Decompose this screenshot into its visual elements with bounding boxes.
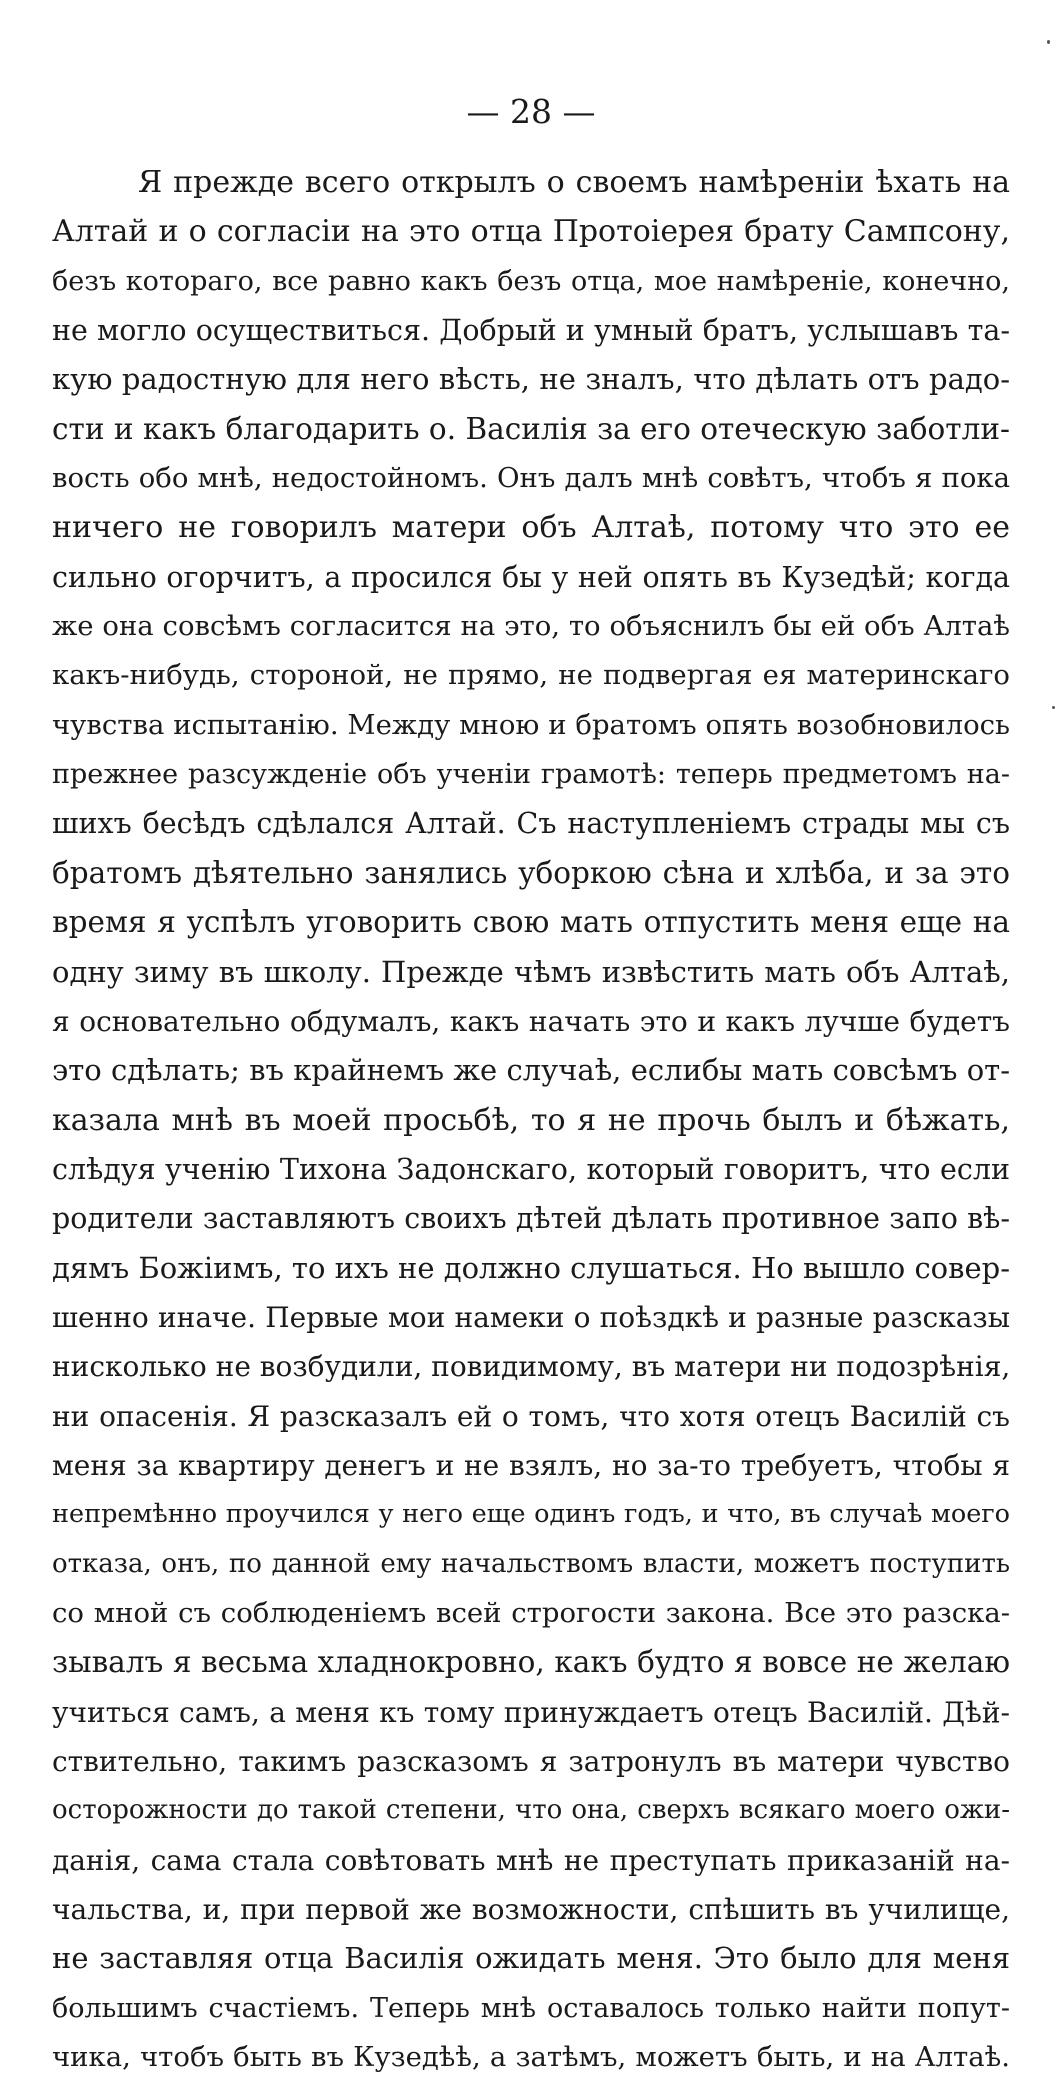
text-line: не могло осуществиться. Добрый и умный братъ, услышавъ та- (52, 314, 1010, 348)
text-line: же она совсѣмъ согласится на это, то объяснилъ бы ей объ Алтаѣ (52, 610, 1010, 643)
text-line: ни опасенія. Я разсказалъ ей о томъ, что хотя отецъ Василій съ (52, 1399, 1010, 1433)
text-line: осторожности до такой степени, что она, сверхъ всякаго моего ожи- (52, 1795, 1010, 1826)
print-speck (1047, 40, 1050, 44)
text-line: шихъ бесѣдъ сдѣлался Алтай. Съ наступленіемъ страды мы съ (52, 807, 1010, 841)
body-text (52, 158, 1010, 2082)
text-line: Алтай и о согласіи на это отца Протоіерея брату Сампсону, (52, 214, 1010, 250)
text-line: родители заставляютъ своихъ дѣтей дѣлать противное запо вѣ- (52, 1202, 1010, 1236)
print-speck (1052, 706, 1055, 709)
text-line: не заставляя отца Василія ожидать меня. Это было для меня (52, 1941, 1010, 1976)
text-line: данія, сама стала совѣтовать мнѣ не преступать приказаній на- (52, 1843, 1010, 1877)
text-line: со мной съ соблюденіемъ всей строгости закона. Все это разска- (52, 1596, 1010, 1629)
text-line: шенно иначе. Первые мои намеки о поѣздкѣ и разные разсказы (52, 1300, 1010, 1334)
text-line: чальства, и, при первой же возможности, спѣшить въ училище, (52, 1893, 1010, 1927)
text-line: дямъ Божіимъ, то ихъ не должно слушаться. Но вышло совер- (52, 1250, 1010, 1285)
text-line: какъ-нибудь, стороной, не прямо, не подвергая ея материнскаго (52, 659, 1010, 692)
text-line: безъ котораго, все равно какъ безъ отца, мое намѣреніе, конечно, (52, 265, 1010, 297)
text-line: ствительно, такимъ разсказомъ я затронулъ въ матери чувство (52, 1745, 1010, 1778)
text-line: отказа, онъ, по данной ему начальствомъ власти, можетъ поступить (52, 1548, 1010, 1579)
text-line: слѣдуя ученію Тихона Задонскаго, который говоритъ, что если (52, 1152, 1010, 1186)
text-line: я основательно обдумалъ, какъ начать это и какъ лучше будетъ (52, 1004, 1010, 1038)
text-line: нисколько не возбудили, повидимому, въ матери ни подозрѣнія, (52, 1350, 1010, 1384)
text-line: учиться самъ, а меня къ тому принуждаетъ отецъ Василій. Дѣй- (52, 1695, 1010, 1729)
text-line: сти и какъ благодарить о. Василія за его отеческую заботли- (52, 411, 1010, 446)
text-line: кую радостную для него вѣсть, не зналъ, что дѣлать отъ радо- (52, 362, 1010, 397)
text-line: Я прежде всего открылъ о своемъ намѣреніи ѣхать на (138, 165, 1010, 200)
text-line: это сдѣлать; въ крайнемъ же случаѣ, еслибы мать совсѣмъ от- (52, 1053, 1010, 1088)
text-line: чувства испытанію. Между мною и братомъ опять возобновилось (52, 708, 1010, 741)
text-line: прежнее разсужденіе объ ученіи грамотѣ: теперь предметомъ на- (52, 759, 1010, 791)
text-line: зывалъ я весьма хладнокровно, какъ будто я вовсе не желаю (52, 1645, 1010, 1680)
text-line: меня за квартиру денегъ и не взялъ, но за-то требуетъ, чтобы я (52, 1448, 1010, 1482)
text-line: ничего не говорилъ матери объ Алтаѣ, потому что это ее (52, 510, 1010, 546)
text-line: чика, чтобъ быть въ Кузедѣѣ, а затѣмъ, можетъ быть, и на Алтаѣ. (52, 2041, 1010, 2074)
text-line: вость обо мнѣ, недостойномъ. Онъ далъ мнѣ совѣтъ, чтобъ я пока (52, 462, 1010, 495)
text-line: сильно огорчитъ, а просился бы у ней опять въ Кузедѣй; когда (52, 560, 1010, 594)
text-line: время я успѣлъ уговорить свою мать отпустить меня еще на (52, 905, 1010, 940)
text-line: непремѣнно проучился у него еще одинъ годъ, и что, въ случаѣ моего (52, 1499, 1010, 1530)
text-line: братомъ дѣятельно занялись уборкою сѣна и хлѣба, и за это (52, 855, 1010, 890)
text-line: казала мнѣ въ моей просьбѣ, то я не прочь былъ и бѣжать, (52, 1102, 1010, 1138)
text-line: одну зиму въ школу. Прежде чѣмъ извѣстить мать объ Алтаѣ, (52, 954, 1010, 989)
page-number: — 28 — (466, 92, 596, 131)
text-line: большимъ счастіемъ. Теперь мнѣ оставалось только найти попут- (52, 1992, 1010, 2024)
